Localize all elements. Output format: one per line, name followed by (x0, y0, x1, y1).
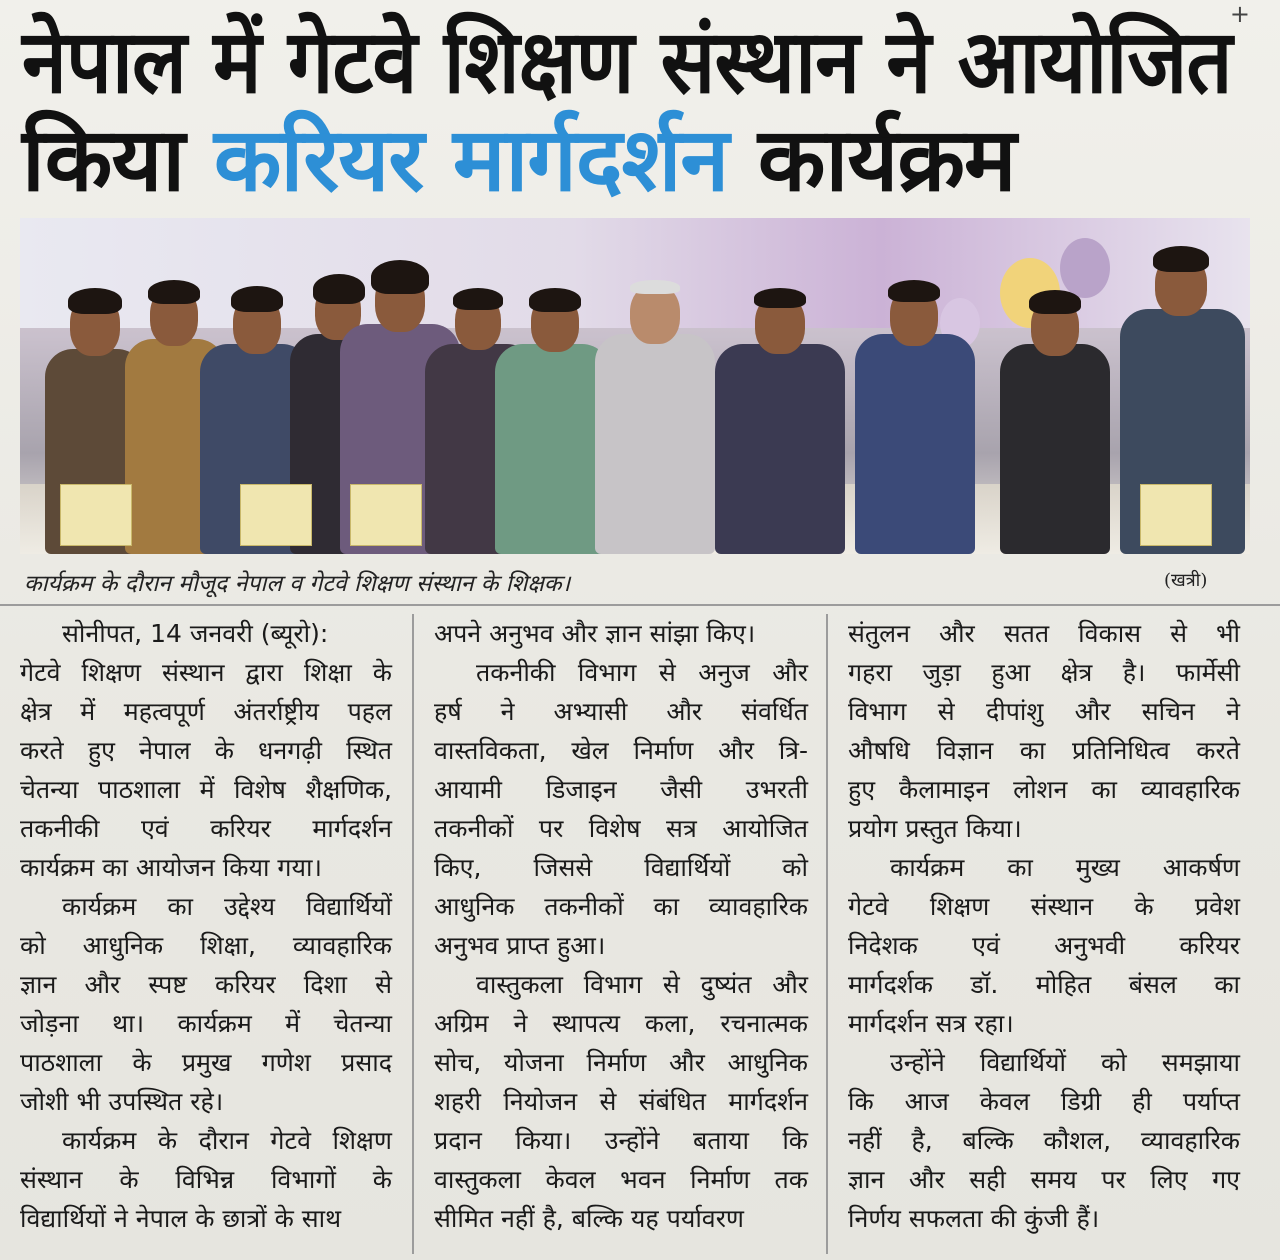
article-line: वास्तविकता, खेल निर्माण और त्रि- (434, 736, 808, 765)
article-line: प्रदान किया। उन्होंने बताया कि (434, 1126, 808, 1155)
article-line: आधुनिक तकनीकों का व्यावहारिक (434, 892, 808, 921)
photo-caption: कार्यक्रम के दौरान मौजूद नेपाल व गेटवे शिक्षण संस्थान के शिक्षक। (24, 571, 571, 597)
article-line: तकनीकी विभाग से अनुज और (476, 658, 808, 687)
column-divider (412, 614, 414, 1254)
article-line: विभाग से दीपांशु और सचिन ने (848, 697, 1240, 726)
article-line: सोच, योजना निर्माण और आधुनिक (434, 1048, 808, 1077)
article-line: निर्णय सफलता की कुंजी हैं। (848, 1204, 1100, 1233)
person (590, 254, 720, 554)
article-line: उन्होंने विद्यार्थियों को समझाया (890, 1048, 1240, 1077)
caption-divider (0, 604, 1280, 606)
article-line: संस्थान के विभिन्न विभागों के (20, 1165, 392, 1194)
article-line: संतुलन और सतत विकास से भी (848, 619, 1240, 648)
gift-bag (1140, 484, 1212, 546)
article-column-2 (434, 614, 808, 1238)
article-line: कार्यक्रम का मुख्य आकर्षण (890, 853, 1240, 882)
article-line: तकनीकी एवं करियर मार्गदर्शन (20, 814, 392, 843)
article-line: अग्रिम ने स्थापत्य कला, रचनात्मक (434, 1009, 808, 1038)
headline-prefix: किया (22, 108, 185, 211)
gift-bag (240, 484, 312, 546)
article-line: विद्यार्थियों ने नेपाल के छात्रों के साथ (20, 1204, 342, 1233)
article-line: कार्यक्रम का आयोजन किया गया। (20, 853, 322, 882)
article-line: निदेशक एवं अनुभवी करियर (848, 931, 1240, 960)
article-line: कि आज केवल डिग्री ही पर्याप्त (848, 1087, 1240, 1116)
crop-mark: + (1229, 0, 1250, 28)
column-divider (826, 614, 828, 1254)
article-line: वास्तुकला विभाग से दुष्यंत और (476, 970, 808, 999)
article-line: प्रयोग प्रस्तुत किया। (848, 814, 1022, 843)
news-photo (20, 218, 1250, 554)
article-line: तकनीकों पर विशेष सत्र आयोजित (434, 814, 808, 843)
headline-line-2 (22, 108, 1232, 211)
article-line: नहीं है, बल्कि कौशल, व्यावहारिक (848, 1126, 1240, 1155)
article-line: ज्ञान और स्पष्ट करियर दिशा से (20, 970, 392, 999)
article-line: करते हुए नेपाल के धनगढ़ी स्थित (20, 736, 392, 765)
article-line: अनुभव प्राप्त हुआ। (434, 931, 606, 960)
article-column-1 (20, 614, 392, 1238)
person (710, 264, 850, 554)
article-line: सोनीपत, 14 जनवरी (ब्यूरो): (62, 619, 329, 648)
person (850, 254, 980, 554)
gift-bag (350, 484, 422, 546)
article-line: आयामी डिजाइन जैसी उभरती (434, 775, 808, 804)
headline-text-1: नेपाल में गेटवे शिक्षण संस्थान ने आयोजित (22, 10, 1232, 113)
headline-suffix: कार्यक्रम (757, 108, 1016, 211)
headline-highlight: करियर मार्गदर्शन (213, 108, 729, 211)
article-line: औषधि विज्ञान का प्रतिनिधित्व करते (848, 736, 1240, 765)
article-line: जोड़ना था। कार्यक्रम में चेतन्या (20, 1009, 392, 1038)
gift-bag (60, 484, 132, 546)
article-line: मार्गदर्शक डॉ. मोहित बंसल का (848, 970, 1240, 999)
article-line: गेटवे शिक्षण संस्थान द्वारा शिक्षा के (20, 658, 392, 687)
article-column-3 (848, 614, 1240, 1238)
article-line: को आधुनिक शिक्षा, व्यावहारिक (20, 931, 392, 960)
article-line: गहरा जुड़ा हुआ क्षेत्र है। फार्मेसी (848, 658, 1240, 687)
article-line: ज्ञान और सही समय पर लिए गए (848, 1165, 1240, 1194)
article-line: जोशी भी उपस्थित रहे। (20, 1087, 224, 1116)
article-line: कार्यक्रम के दौरान गेटवे शिक्षण (62, 1126, 392, 1155)
article-line: वास्तुकला केवल भवन निर्माण तक (434, 1165, 808, 1194)
headline-line-1 (22, 10, 1232, 113)
article-line: कार्यक्रम का उद्देश्य विद्यार्थियों (62, 892, 392, 921)
article-line: शहरी नियोजन से संबंधित मार्गदर्शन (434, 1087, 808, 1116)
article-line: गेटवे शिक्षण संस्थान के प्रवेश (848, 892, 1240, 921)
article-line: किए, जिससे विद्यार्थियों को (434, 853, 808, 882)
article-line: मार्गदर्शन सत्र रहा। (848, 1009, 1014, 1038)
article-line: पाठशाला के प्रमुख गणेश प्रसाद (20, 1048, 392, 1077)
article-line: अपने अनुभव और ज्ञान सांझा किए। (434, 619, 756, 648)
article-line: क्षेत्र में महत्वपूर्ण अंतर्राष्ट्रीय पहल (20, 697, 392, 726)
article-line: हुए कैलामाइन लोशन का व्यावहारिक (848, 775, 1240, 804)
person (995, 264, 1115, 554)
article-line: सीमित नहीं है, बल्कि यह पर्यावरण (434, 1204, 745, 1233)
article-line: हर्ष ने अभ्यासी और संवर्धित (434, 697, 808, 726)
article-line: चेतन्या पाठशाला में विशेष शैक्षणिक, (20, 775, 392, 804)
photo-credit: (खत्री) (1164, 570, 1208, 591)
